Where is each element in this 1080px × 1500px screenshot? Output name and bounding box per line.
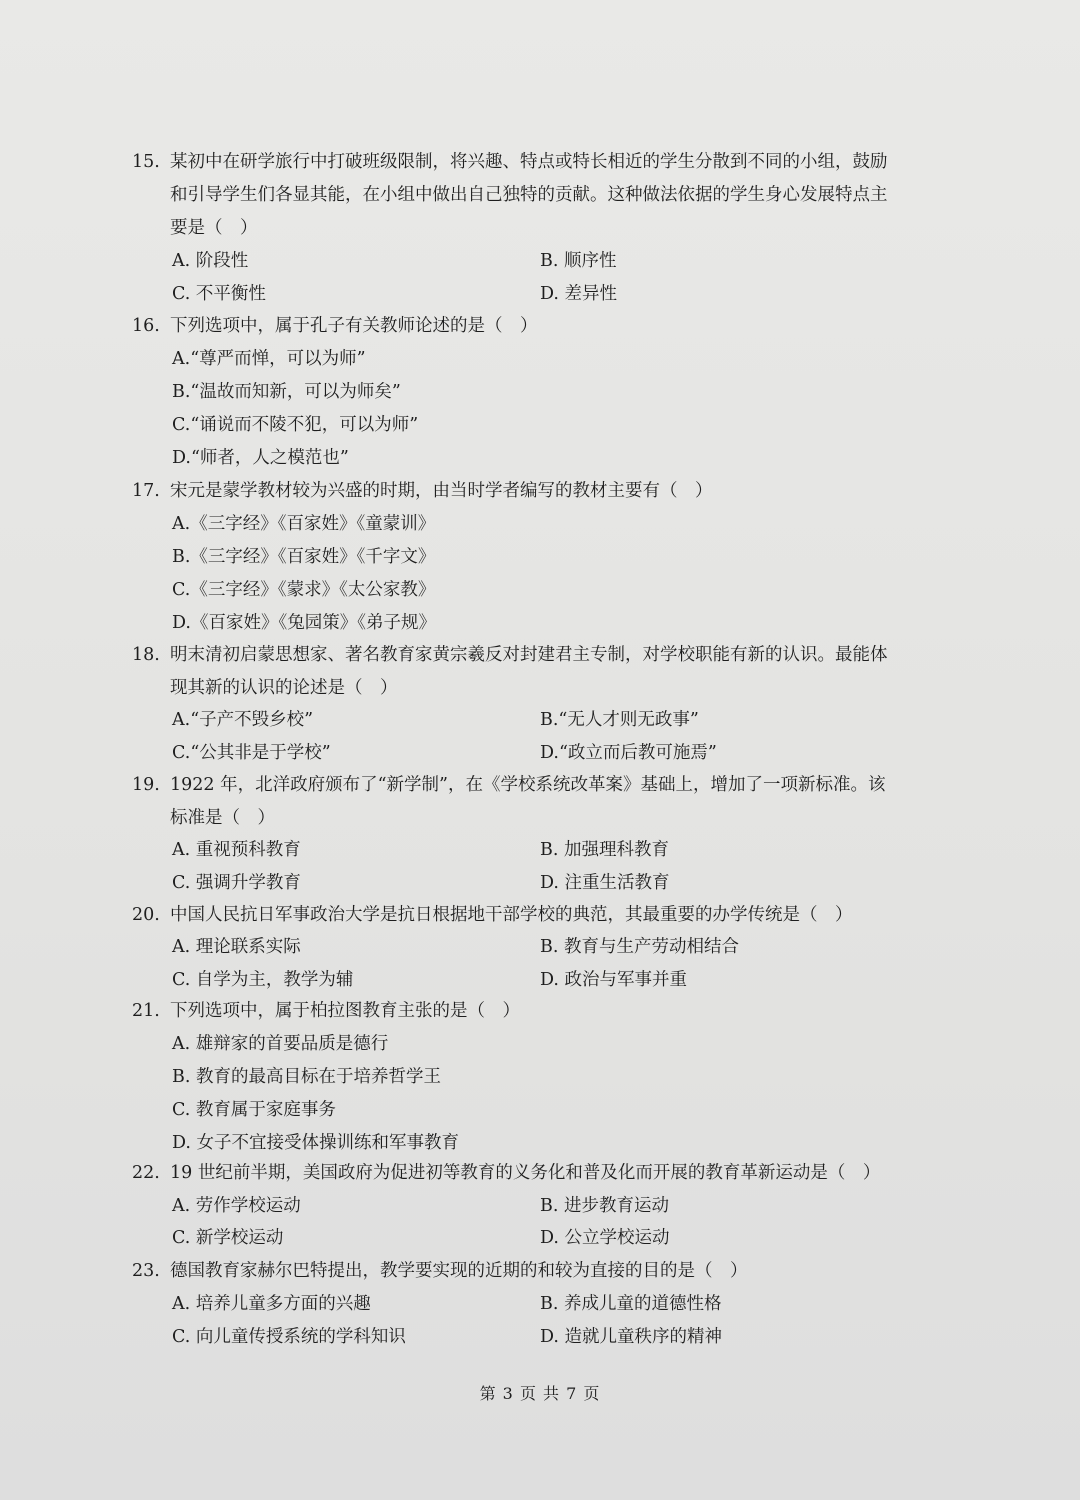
question-stem bbox=[170, 1157, 948, 1190]
option-a: A. 重视预科教育 bbox=[172, 840, 301, 860]
page-footer: 第 3 页 共 7 页 bbox=[479, 1384, 601, 1403]
option-d: D. 公立学校运动 bbox=[540, 1228, 670, 1248]
question-number: 19. bbox=[132, 775, 160, 795]
question-number: 21. bbox=[132, 1001, 160, 1021]
question-stem bbox=[170, 310, 948, 343]
stem-line: 现其新的认识的论述是（ ） bbox=[170, 678, 398, 698]
option-b: B. 教育与生产劳动相结合 bbox=[540, 937, 739, 957]
option-a: A. 雄辩家的首要品质是德行 bbox=[172, 1034, 389, 1054]
option-a: A.“子产不毁乡校” bbox=[172, 710, 314, 730]
option-b: B. 进步教育运动 bbox=[540, 1196, 669, 1216]
option-d: D. 差异性 bbox=[540, 284, 618, 304]
option-d: D. 政治与军事并重 bbox=[540, 970, 688, 990]
option-b: B. 教育的最高目标在于培养哲学王 bbox=[172, 1067, 441, 1087]
stem-line: 下列选项中，属于柏拉图教育主张的是（ ） bbox=[170, 1001, 520, 1021]
question-number: 23. bbox=[132, 1261, 160, 1281]
option-b: B.《三字经》《百家姓》《千字文》 bbox=[172, 547, 436, 567]
option-c: C.《三字经》《蒙求》《太公家教》 bbox=[172, 580, 436, 600]
option-c: C. 教育属于家庭事务 bbox=[172, 1100, 336, 1120]
question-number: 17. bbox=[132, 481, 160, 501]
question-stem bbox=[170, 995, 948, 1028]
option-d: D.“师者，人之模范也” bbox=[172, 448, 349, 468]
question-stem bbox=[170, 475, 948, 508]
question-number: 16. bbox=[132, 316, 160, 336]
stem-line: 标准是（ ） bbox=[170, 808, 275, 828]
option-d: D.“政立而后教可施焉” bbox=[540, 743, 717, 763]
option-d: D. 注重生活教育 bbox=[540, 873, 670, 893]
question-number: 15. bbox=[132, 152, 160, 172]
option-a: A. 劳作学校运动 bbox=[172, 1196, 301, 1216]
option-c: C. 强调升学教育 bbox=[172, 873, 301, 893]
stem-line: 19 世纪前半期，美国政府为促进初等教育的义务化和普及化而开展的教育革新运动是（ ） bbox=[170, 1163, 881, 1183]
question-stem bbox=[170, 769, 948, 835]
option-d: D. 造就儿童秩序的精神 bbox=[540, 1327, 723, 1347]
question-number: 18. bbox=[132, 645, 160, 665]
stem-line: 明末清初启蒙思想家、著名教育家黄宗羲反对封建君主专制，对学校职能有新的认识。最能体 bbox=[170, 645, 888, 665]
question-stem bbox=[170, 899, 948, 932]
option-c: C. 不平衡性 bbox=[172, 284, 266, 304]
question-stem bbox=[170, 639, 948, 705]
stem-line: 下列选项中，属于孔子有关教师论述的是（ ） bbox=[170, 316, 538, 336]
option-d: D. 女子不宜接受体操训练和军事教育 bbox=[172, 1133, 460, 1153]
option-a: A. 理论联系实际 bbox=[172, 937, 301, 957]
stem-line: 某初中在研学旅行中打破班级限制，将兴趣、特点或特长相近的学生分散到不同的小组，鼓励 bbox=[170, 152, 888, 172]
option-d: D.《百家姓》《兔园策》《弟子规》 bbox=[172, 613, 436, 633]
question-stem bbox=[170, 146, 948, 245]
option-c: C. 自学为主，教学为辅 bbox=[172, 970, 354, 990]
question-number: 20. bbox=[132, 905, 160, 925]
question-number: 22. bbox=[132, 1163, 160, 1183]
option-a: A.《三字经》《百家姓》《童蒙训》 bbox=[172, 514, 436, 534]
option-b: B. 加强理科教育 bbox=[540, 840, 669, 860]
stem-line: 德国教育家赫尔巴特提出，教学要实现的近期的和较为直接的目的是（ ） bbox=[170, 1261, 748, 1281]
option-c: C. 向儿童传授系统的学科知识 bbox=[172, 1327, 406, 1347]
stem-line: 宋元是蒙学教材较为兴盛的时期，由当时学者编写的教材主要有（ ） bbox=[170, 481, 713, 501]
option-a: A. 培养儿童多方面的兴趣 bbox=[172, 1294, 371, 1314]
option-b: B.“无人才则无政事” bbox=[540, 710, 699, 730]
stem-line: 中国人民抗日军事政治大学是抗日根据地干部学校的典范，其最重要的办学传统是（ ） bbox=[170, 905, 853, 925]
option-c: C.“诵说而不陵不犯，可以为师” bbox=[172, 415, 419, 435]
stem-line: 和引导学生们各显其能，在小组中做出自己独特的贡献。这种做法依据的学生身心发展特点主 bbox=[170, 185, 888, 205]
option-b: B. 养成儿童的道德性格 bbox=[540, 1294, 722, 1314]
stem-line: 要是（ ） bbox=[170, 218, 258, 238]
option-a: A. 阶段性 bbox=[172, 251, 249, 271]
option-b: B. 顺序性 bbox=[540, 251, 617, 271]
option-c: C. 新学校运动 bbox=[172, 1228, 284, 1248]
question-stem bbox=[170, 1255, 948, 1288]
option-c: C.“公其非是于学校” bbox=[172, 743, 331, 763]
stem-line: 1922 年，北洋政府颁布了“新学制”，在《学校系统改革案》基础上，增加了一项新标准。该 bbox=[170, 775, 886, 795]
option-b: B.“温故而知新，可以为师矣” bbox=[172, 382, 401, 402]
option-a: A.“尊严而惮，可以为师” bbox=[172, 349, 366, 369]
